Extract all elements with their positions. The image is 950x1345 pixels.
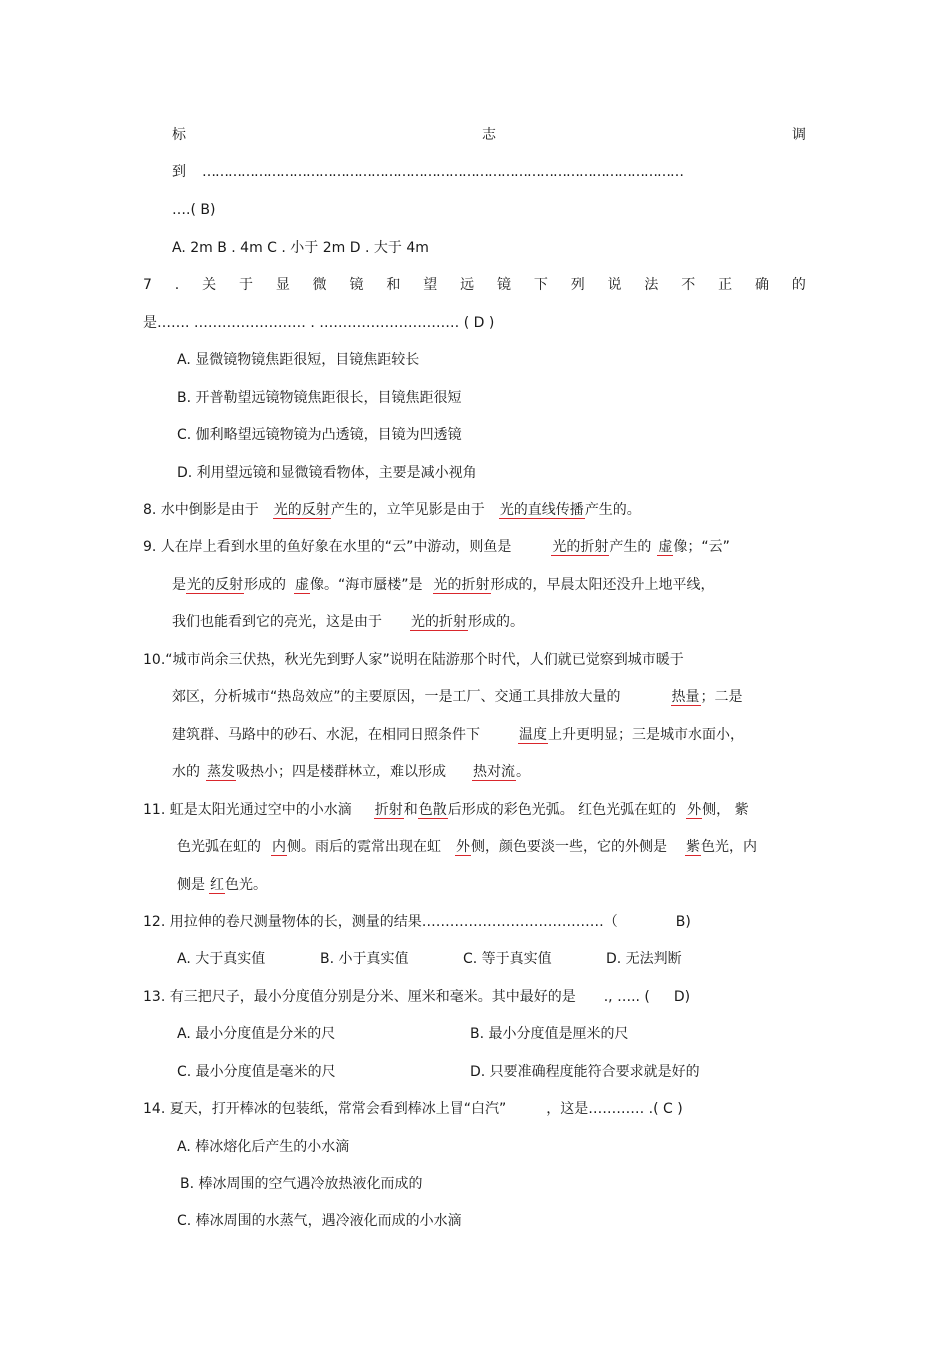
q11-l2-text-1: 色光弧在虹的	[177, 839, 261, 855]
q7-line-2: 是……. …………………… . ………………………… ( D )	[143, 315, 495, 331]
q7-spread-char: 列	[570, 277, 585, 293]
q9-line-3	[172, 612, 524, 632]
q11-l2-answer-2: 外	[456, 839, 470, 855]
q13-line	[143, 987, 690, 1007]
q12-line	[143, 912, 691, 932]
q14-text: 夏天，打开棒冰的包装纸，常常会看到棒冰上冒“白汽”	[169, 1101, 507, 1117]
q6-spread-char: 调	[792, 127, 806, 143]
q6-line2-dots: …………………………………………………………………………………………………	[202, 164, 683, 180]
q9-line-2	[172, 575, 715, 595]
q7-spread-char: 镜	[349, 277, 364, 293]
q11-l3-answer-1: 红	[210, 877, 224, 893]
q9-l1-answer-1: 光的折射	[552, 539, 609, 555]
q7-spread-char: 镜	[496, 277, 511, 293]
q12-text: 用拉伸的卷尺测量物体的长，测量的结果…………………………………（	[169, 914, 618, 930]
q10-l2-text-2: ；二是	[700, 689, 743, 705]
q13-option-a: A. 最小分度值是分米的尺	[177, 1026, 336, 1042]
q9-l2-answer-3: 光的折射	[433, 577, 490, 593]
q11-number: 11.	[143, 802, 166, 818]
q10-l4-text-2: 吸热小；四是楼群林立，难以形成	[236, 764, 446, 780]
q11-line-2	[177, 837, 757, 857]
q9-l2-answer-2: 虚	[295, 577, 309, 593]
q14-option-b: B. 棒冰周围的空气遇冷放热液化而成的	[180, 1176, 423, 1192]
q11-l1-answer-1: 折射	[374, 802, 403, 818]
q13-tail: ., ….. (	[603, 989, 650, 1005]
q10-l4-text-3: 。	[516, 764, 530, 780]
q10-line-1	[143, 650, 684, 670]
q10-l2-text-1: 郊区，分析城市“热岛效应”的主要原因，一是工厂、交通工具排放大量的	[172, 689, 621, 705]
q9-number: 9.	[143, 539, 157, 555]
q9-l1-answer-2: 虚	[658, 539, 673, 555]
q10-l1-text: “城市尚余三伏热，秋光先到野人家”说明在陆游那个时代，人们就已觉察到城市暖于	[165, 652, 684, 668]
q11-line-1	[143, 800, 749, 820]
q7-spread-char: 远	[460, 277, 475, 293]
q11-l2-text-2: 侧。雨后的霓常出现在虹	[287, 839, 441, 855]
q9-l1-text-2: 产生的	[609, 539, 652, 555]
q8-text-3: 产生的。	[584, 502, 641, 518]
q14-tail: ，这是………… .( C )	[546, 1101, 683, 1117]
q7-spread-char: 说	[607, 277, 622, 293]
q7-option-a: A. 显微镜物镜焦距很短，目镜焦距较长	[177, 352, 420, 368]
q14-line	[143, 1099, 683, 1119]
q8-line	[143, 500, 641, 520]
q12-option-a: A. 大于真实值	[177, 951, 266, 967]
q12-option-d: D. 无法判断	[606, 951, 682, 967]
q11-l2-text-3: 侧，颜色要淡一些，它的外侧是	[471, 839, 667, 855]
q10-l4-text-1: 水的	[172, 764, 200, 780]
q13-option-c: C. 最小分度值是毫米的尺	[177, 1064, 336, 1080]
q7-spread-char: 不	[681, 277, 696, 293]
q11-l1-text-2: 和	[403, 802, 418, 818]
q12-option-c: C. 等于真实值	[463, 951, 552, 967]
q11-l3-text-2: 色光。	[225, 877, 267, 893]
q7-spread-char: 法	[644, 277, 659, 293]
q10-l4-answer-1: 蒸发	[207, 764, 235, 780]
q9-l1-text-1: 人在岸上看到水里的鱼好象在水里的“云”中游动，则鱼是	[160, 539, 512, 555]
q7-spread-line	[143, 275, 806, 295]
q6-spread-char: 志	[482, 127, 496, 143]
q6-spread-line	[172, 125, 806, 145]
q9-l3-text-1: 我们也能看到它的亮光，这是由于	[172, 614, 382, 630]
q12-number: 12.	[143, 914, 166, 930]
q7-option-c: C. 伽利略望远镜物镜为凸透镜，目镜为凹透镜	[177, 427, 462, 443]
q10-l3-text-2: 上升更明显；三是城市水面小，	[548, 727, 744, 743]
q7-spread-char: 显	[275, 277, 290, 293]
q9-l1-text-3: 像；“云”	[673, 539, 730, 555]
q7-spread-char: 下	[533, 277, 548, 293]
q6-options: A. 2m B . 4m C . 小于 2m D . 大于 4m	[172, 240, 429, 256]
q7-option-b: B. 开普勒望远镜物镜焦距很长，目镜焦距很短	[177, 390, 462, 406]
q7-spread-char: 和	[386, 277, 401, 293]
q9-l2-text-2: 形成的	[244, 577, 286, 593]
q8-number: 8.	[143, 502, 157, 518]
q14-number: 14.	[143, 1101, 166, 1117]
q8-answer-1: 光的反射	[273, 502, 330, 518]
q11-l2-answer-1: 内	[272, 839, 286, 855]
q11-l1-answer-2: 色散	[418, 802, 447, 818]
q7-spread-char: 关	[202, 277, 217, 293]
q9-l3-answer-1: 光的折射	[411, 614, 467, 630]
q10-l2-answer-1: 热量	[671, 689, 700, 705]
q12-answer: B)	[675, 914, 691, 930]
q10-number: 10.	[143, 652, 166, 668]
q7-spread-char: 正	[718, 277, 733, 293]
q12-option-b: B. 小于真实值	[320, 951, 409, 967]
q9-l2-text-1: 是	[172, 577, 186, 593]
q6-answer-line: ….( B)	[172, 202, 216, 218]
q7-option-d: D. 利用望远镜和显微镜看物体，主要是减小视角	[177, 465, 477, 481]
q10-line-2	[172, 687, 743, 707]
q10-line-3	[172, 725, 744, 745]
q13-answer: D)	[673, 989, 691, 1005]
q6-spread-char: 标	[172, 127, 186, 143]
q10-line-4	[172, 762, 530, 782]
q11-l1-text-4: 侧， 紫	[702, 802, 749, 818]
q11-l3-text-1: 侧是	[177, 877, 205, 893]
q7-spread-char: 望	[423, 277, 438, 293]
q13-text: 有三把尺子，最小分度值分别是分米、厘米和毫米。其中最好的是	[169, 989, 576, 1005]
q11-line-3	[177, 875, 267, 895]
q6-line2-start: 到	[172, 164, 186, 180]
q11-l2-text-4: 色光，内	[701, 839, 757, 855]
q6-line-2	[172, 162, 683, 182]
q11-l2-answer-3: 紫	[686, 839, 700, 855]
q7-spread-char: .	[174, 277, 180, 293]
q9-l3-text-2: 形成的。	[468, 614, 524, 630]
q7-spread-char: 于	[238, 277, 253, 293]
q11-l1-answer-3: 外	[687, 802, 702, 818]
q14-option-a: A. 棒冰熔化后产生的小水滴	[177, 1139, 350, 1155]
q14-option-c: C. 棒冰周围的水蒸气，遇冷液化而成的小水滴	[177, 1213, 462, 1229]
q10-l4-answer-2: 热对流	[473, 764, 515, 780]
q13-option-b: B. 最小分度值是厘米的尺	[470, 1026, 629, 1042]
q9-l2-answer-1: 光的反射	[187, 577, 243, 593]
q7-spread-char: 确	[754, 277, 769, 293]
q7-spread-char: 的	[791, 277, 806, 293]
q11-l1-text-1: 虹是太阳光通过空中的小水滴	[169, 802, 352, 818]
q8-text-1: 水中倒影是由于	[160, 502, 259, 518]
q9-l2-text-4: 形成的，早晨太阳还没升上地平线，	[490, 577, 715, 593]
q8-answer-2: 光的直线传播	[499, 502, 584, 518]
q9-l2-text-3: 像。“海市蜃楼”是	[310, 577, 423, 593]
q13-option-d: D. 只要准确程度能符合要求就是好的	[470, 1064, 700, 1080]
q10-l3-answer-1: 温度	[519, 727, 547, 743]
q10-l3-text-1: 建筑群、马路中的砂石、水泥，在相同日照条件下	[172, 727, 480, 743]
q7-spread-char: 7	[143, 277, 152, 293]
q9-line-1	[143, 537, 730, 557]
q11-l1-text-3: 后形成的彩色光弧。 红色光弧在虹的	[447, 802, 677, 818]
q7-spread-char: 微	[312, 277, 327, 293]
q8-text-2: 产生的，立竿见影是由于	[330, 502, 485, 518]
q13-number: 13.	[143, 989, 166, 1005]
